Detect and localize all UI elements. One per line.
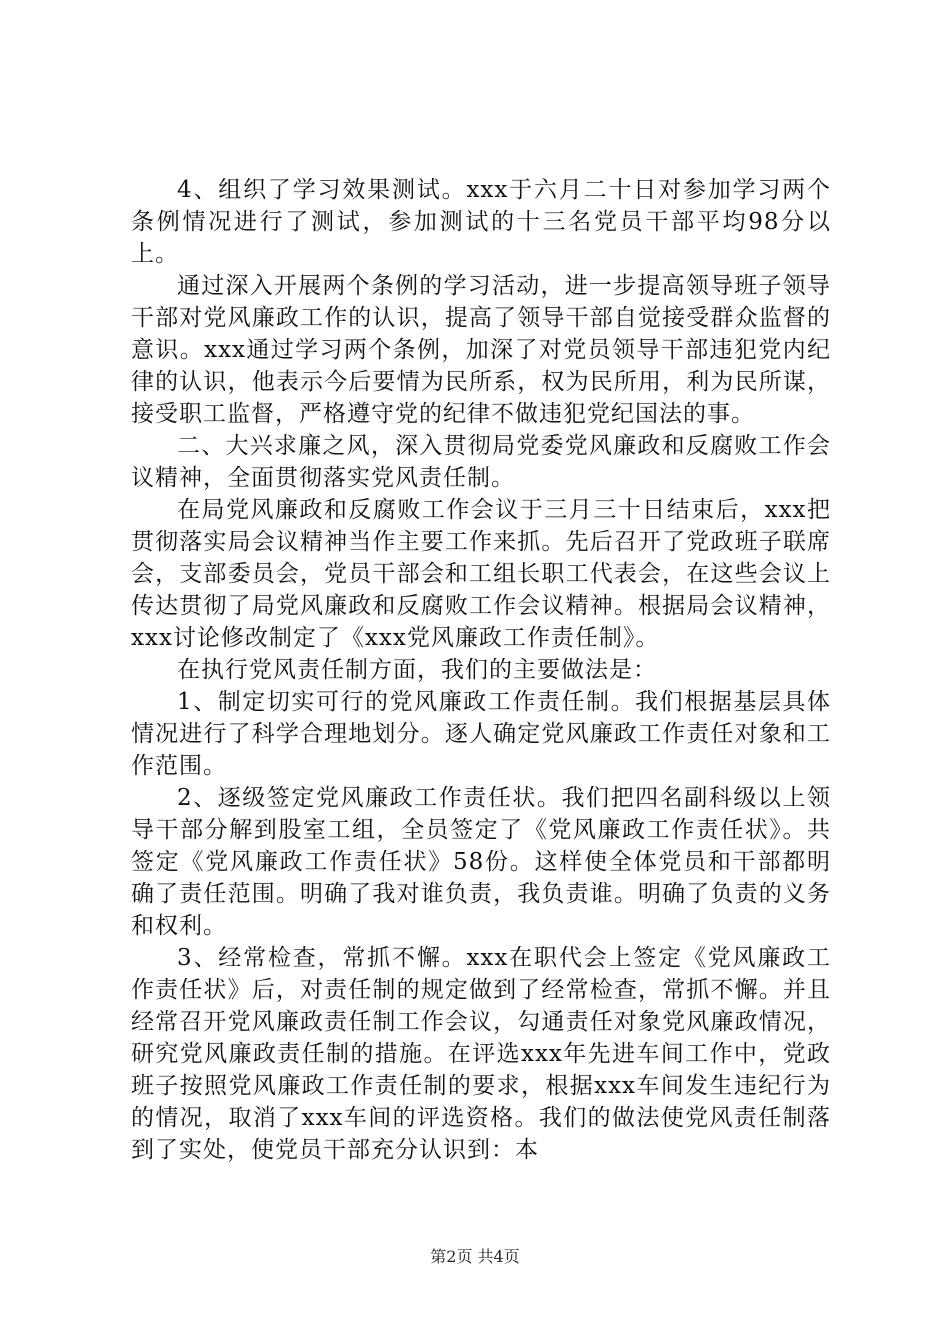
paragraph-6: 1、制定切实可行的党风廉政工作责任制。我们根据基层具体情况进行了科学合理地划分。逐人确定党风廉政工作责任对象和工作范围。 [131, 689, 831, 779]
paragraph-1: 4、组织了学习效果测试。xxx于六月二十日对参加学习两个条例情况进行了测试，参加测试的十三名党员干部平均98分以上。 [131, 177, 831, 267]
document-body [131, 174, 831, 1166]
paragraph-8: 3、经常检查，常抓不懈。xxx在职代会上签定《党风廉政工作责任状》后，对责任制的规定做到了经常检查，常抓不懈。并且经常召开党风廉政责任制工作会议，勾通责任对象党风廉政情况，研究党风廉政责任制的措施。在评选xxx年先进车间工作中，党政班子按照党风廉政工作责任制的要求，根据xxx车间发生违纪行为的情况，取消了xxx车间的评选资格。我们的做法使党风责任制落到了实处，使党员干部充分认识到：本 [131, 945, 831, 1163]
paragraph-4: 在局党风廉政和反腐败工作会议于三月三十日结束后，xxx把贯彻落实局会议精神当作主要工作来抓。先后召开了党政班子联席会，支部委员会，党员干部会和工组长职工代表会，在这些会议上传达贯彻了局党风廉政和反腐败工作会议精神。根据局会议精神，xxx讨论修改制定了《xxx党风廉政工作责任制》。 [131, 497, 831, 651]
page-number-footer: 第2页 共4页 [430, 1247, 520, 1266]
paragraph-3: 二、大兴求廉之风，深入贯彻局党委党风廉政和反腐败工作会议精神，全面贯彻落实党风责任制。 [131, 433, 831, 491]
paragraph-5: 在执行党风责任制方面，我们的主要做法是： [177, 657, 657, 683]
paragraph-2: 通过深入开展两个条例的学习活动，进一步提高领导班子领导干部对党风廉政工作的认识，提高了领导干部自觉接受群众监督的意识。xxx通过学习两个条例，加深了对党员领导干部违犯党内纪律的认识，他表示今后要情为民所系，权为民所用，利为民所谋，接受职工监督，严格遵守党的纪律不做违犯党纪国法的事。 [131, 273, 831, 427]
paragraph-7: 2、逐级签定党风廉政工作责任状。我们把四名副科级以上领导干部分解到股室工组，全员签定了《党风廉政工作责任状》。共签定《党风廉政工作责任状》58份。这样使全体党员和干部都明确了责任范围。明确了我对谁负责，我负责谁。明确了负责的义务和权利。 [131, 785, 831, 939]
